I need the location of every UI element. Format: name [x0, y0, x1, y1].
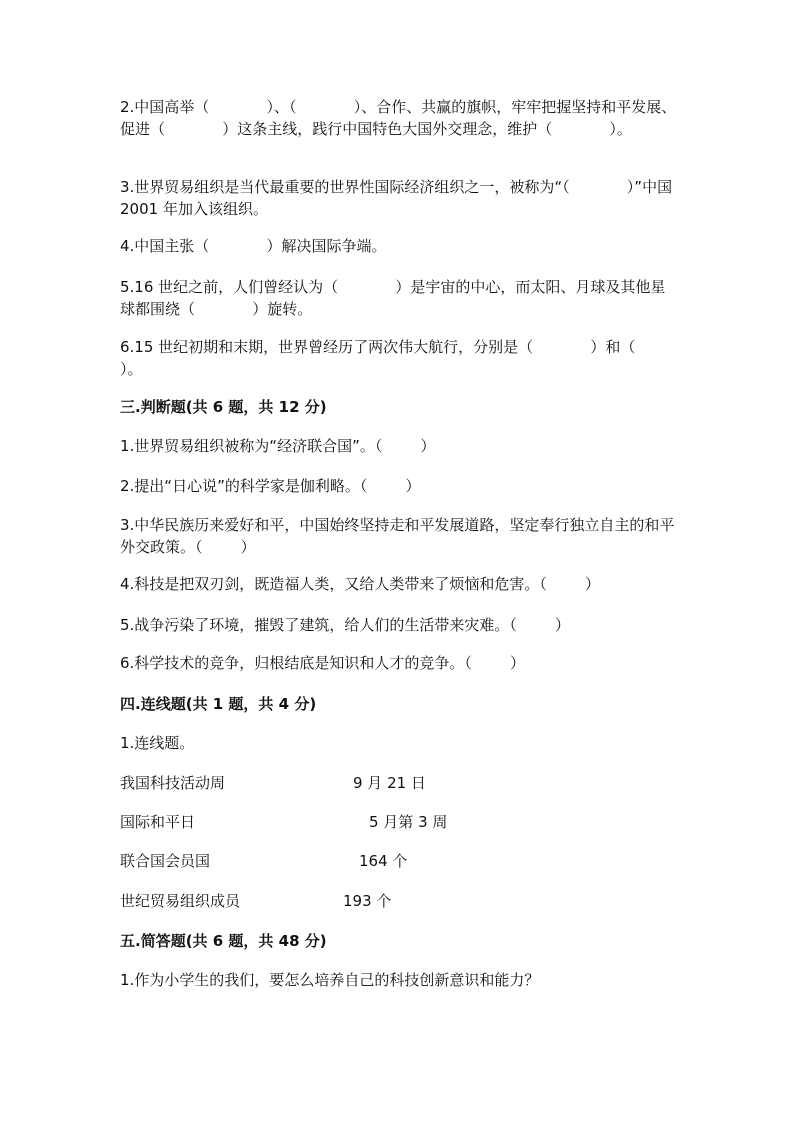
match-question-1: 1.连线题。: [120, 734, 195, 752]
judge-question-2: 2.提出“日心说”的科学家是伽利略。（ ）: [120, 477, 421, 495]
match-left-item: 我国科技活动周: [120, 774, 226, 792]
match-left-item: 联合国会员国: [120, 852, 211, 870]
judge-question-6: 6.科学技术的竞争，归根结底是知识和人才的竞争。（ ）: [120, 654, 525, 672]
judge-question-3: 3.中华民族历来爱好和平，中国始终坚持走和平发展道路，坚定奉行独立自主的和平外交政策。（ ）: [120, 516, 675, 556]
match-right-item: 5 月第 3 周: [369, 813, 448, 831]
judge-question-5: 5.战争污染了环境，摧毁了建筑，给人们的生活带来灾难。（ ）: [120, 616, 570, 634]
fill-blank-question-6: 6.15 世纪初期和末期，世界曾经历了两次伟大航行，分别是（ ）和（ ）。: [120, 338, 693, 378]
match-right-item: 193 个: [343, 892, 392, 910]
match-right-item: 164 个: [359, 852, 408, 870]
fill-blank-question-3: 3.世界贸易组织是当代最重要的世界性国际经济组织之一，被称为“（ ）”中国 2001 年加入该组织。: [120, 178, 677, 218]
judge-question-4: 4.科技是把双刃剑，既造福人类，又给人类带来了烦恼和危害。（ ）: [120, 575, 600, 593]
match-right-item: 9 月 21 日: [353, 774, 426, 792]
match-left-item: 国际和平日: [120, 813, 196, 831]
judge-question-1: 1.世界贸易组织被称为“经济联合国”。（ ）: [120, 437, 436, 455]
judge-section-heading: 三.判断题(共 6 题，共 12 分): [120, 398, 327, 416]
match-section-heading: 四.连线题(共 1 题，共 4 分): [120, 695, 317, 713]
fill-blank-question-2: 2.中国高举（ ）、（ ）、合作、共赢的旗帜，牢牢把握坚持和平发展、促进（ ）这条主线，践行中国特色大国外交理念，维护（ ）。: [120, 98, 677, 138]
fill-blank-question-5: 5.16 世纪之前，人们曾经认为（ ）是宇宙的中心，而太阳、月球及其他星球都围绕（ ）旋转。: [120, 278, 666, 318]
fill-blank-question-4: 4.中国主张（ ）解决国际争端。: [120, 237, 387, 255]
match-left-item: 世纪贸易组织成员: [120, 892, 241, 910]
essay-question-1: 1.作为小学生的我们，要怎么培养自己的科技创新意识和能力？: [120, 971, 540, 989]
essay-section-heading: 五.简答题(共 6 题，共 48 分): [120, 932, 327, 950]
